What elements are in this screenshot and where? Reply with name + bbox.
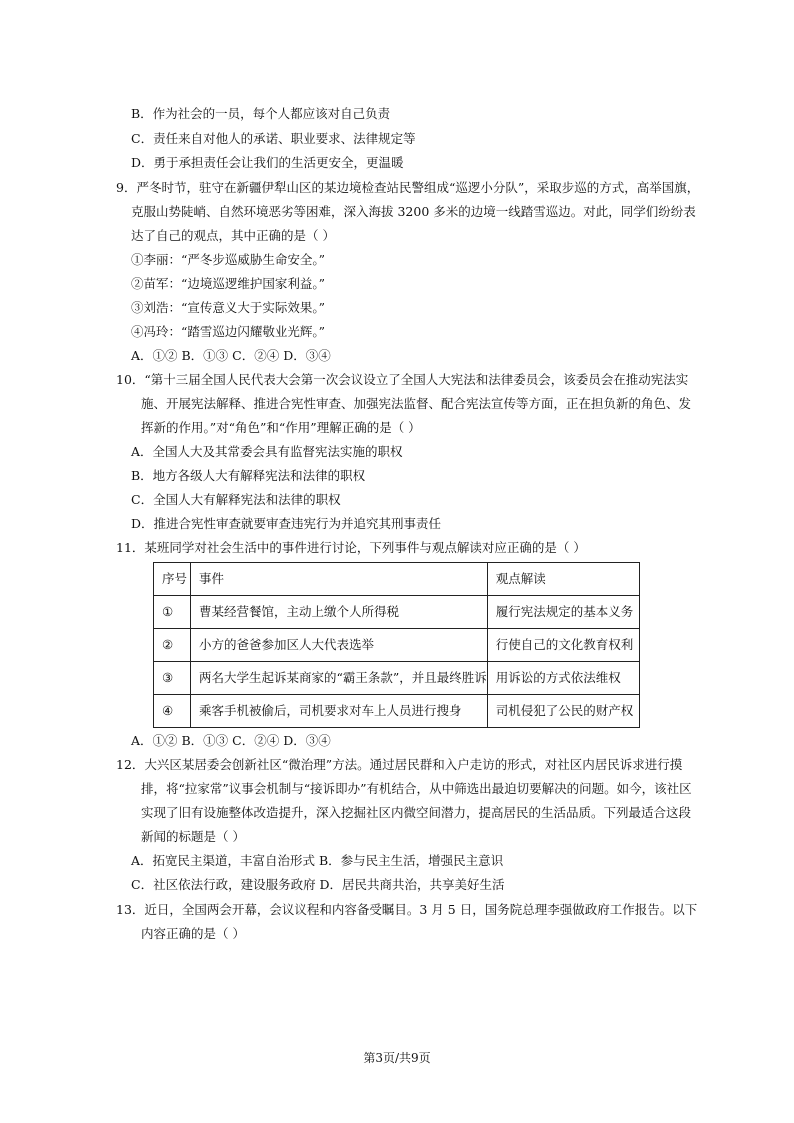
row-number: ② bbox=[154, 629, 191, 662]
q12-options-row-1: A．拓宽民主渠道，丰富自治形式 B．参与民主生活，增强民主意识 bbox=[131, 853, 504, 868]
q10-stem-line-3: 挥新的作用。”对“角色”和“作用”理解正确的是（ ） bbox=[141, 420, 421, 435]
table-row bbox=[154, 596, 640, 629]
q12-stem-line-3: 实现了旧有设施整体改造提升，深入挖掘社区内微空间潜力，提高居民的生活品质。下列最适合这段 bbox=[141, 805, 692, 820]
q9-statement-1: ①李丽：“严冬步巡威胁生命安全。” bbox=[131, 252, 326, 267]
q9-statement-3: ③刘浩：“宣传意义大于实际效果。” bbox=[131, 300, 326, 315]
q9-stem-line-3: 达了自己的观点，其中正确的是（ ） bbox=[131, 228, 335, 243]
q10-option-c: C．全国人大有解释宪法和法律的职权 bbox=[131, 492, 341, 507]
table-row bbox=[154, 662, 640, 695]
q9-stem-line-2: 克服山势陡峭、自然环境恶劣等困难，深入海拔 3200 多米的边境一线踏雪巡边。对此，同学们纷纷表 bbox=[131, 204, 696, 219]
row-interpretation: 履行宪法规定的基本义务 bbox=[487, 596, 639, 629]
q11-options: A．①② B．①③ C．②④ D．③④ bbox=[131, 733, 331, 748]
row-interpretation: 司机侵犯了公民的财产权 bbox=[487, 695, 639, 728]
header-event: 事件 bbox=[191, 563, 488, 596]
q9-options: A．①② B．①③ C．②④ D．③④ bbox=[131, 348, 331, 363]
row-interpretation: 行使自己的文化教育权利 bbox=[487, 629, 639, 662]
q11-events-table bbox=[153, 562, 640, 728]
q12-stem-line-1: 12．大兴区某居委会创新社区“微治理”方法。通过居民群和入户走访的形式，对社区内居民诉求进行摸 bbox=[116, 757, 683, 772]
q8-option-c: C．责任来自对他人的承诺、职业要求、法律规定等 bbox=[131, 131, 416, 146]
q9-statement-4: ④冯玲：“踏雪巡边闪耀敬业光辉。” bbox=[131, 324, 326, 339]
page-number: 第3页/共9页 bbox=[363, 1051, 431, 1065]
row-number: ④ bbox=[154, 695, 191, 728]
row-event: 两名大学生起诉某商家的“霸王条款”，并且最终胜诉 bbox=[191, 662, 488, 695]
q10-option-a: A．全国人大及其常委会具有监督宪法实施的职权 bbox=[131, 444, 403, 459]
q8-option-b: B．作为社会的一员，每个人都应该对自己负责 bbox=[131, 106, 391, 121]
table-row bbox=[154, 695, 640, 728]
q11-stem: 11．某班同学对社会生活中的事件进行讨论，下列事件与观点解读对应正确的是（ ） bbox=[116, 540, 586, 555]
table-header-row bbox=[154, 563, 640, 596]
q8-option-d: D．勇于承担责任会让我们的生活更安全，更温暖 bbox=[131, 155, 404, 170]
row-interpretation: 用诉讼的方式依法维权 bbox=[487, 662, 639, 695]
q12-stem-line-2: 排，将“拉家常”议事会机制与“接诉即办”有机结合，从中筛选出最迫切要解决的问题。如今，该社区 bbox=[141, 781, 692, 796]
q10-option-b: B．地方各级人大有解释宪法和法律的职权 bbox=[131, 468, 366, 483]
q9-statement-2: ②苗军：“边境巡逻维护国家利益。” bbox=[131, 276, 326, 291]
q10-option-d: D．推进合宪性审查就要审查违宪行为并追究其刑事责任 bbox=[131, 516, 442, 531]
q10-stem-line-2: 施、开展宪法解释、推进合宪性审查、加强宪法监督、配合宪法宣传等方面，正在担负新的角色、发 bbox=[141, 396, 692, 411]
q13-stem-line-2: 内容正确的是（ ） bbox=[141, 926, 245, 941]
table-row bbox=[154, 629, 640, 662]
q12-options-row-2: C．社区依法行政，建设服务政府 D．居民共商共治，共享美好生活 bbox=[131, 877, 505, 892]
row-number: ③ bbox=[154, 662, 191, 695]
q9-stem-line-1: 9．严冬时节，驻守在新疆伊犁山区的某边境检查站民警组成“巡逻小分队”，采取步巡的方式，高举国旗， bbox=[116, 180, 700, 195]
q10-stem-line-1: 10．“第十三届全国人民代表大会第一次会议设立了全国人大宪法和法律委员会，该委员会在推动宪法实 bbox=[116, 372, 689, 387]
header-number: 序号 bbox=[154, 563, 191, 596]
row-event: 曹某经营餐馆，主动上缴个人所得税 bbox=[191, 596, 488, 629]
row-number: ① bbox=[154, 596, 191, 629]
q13-stem-line-1: 13．近日，全国两会开幕，会议议程和内容备受瞩目。3 月 5 日，国务院总理李强做政府工作报告。以下 bbox=[116, 902, 698, 917]
row-event: 乘客手机被偷后，司机要求对车上人员进行搜身 bbox=[191, 695, 488, 728]
q12-stem-line-4: 新闻的标题是（ ） bbox=[141, 829, 245, 844]
row-event: 小方的爸爸参加区人大代表选举 bbox=[191, 629, 488, 662]
header-interpretation: 观点解读 bbox=[487, 563, 639, 596]
